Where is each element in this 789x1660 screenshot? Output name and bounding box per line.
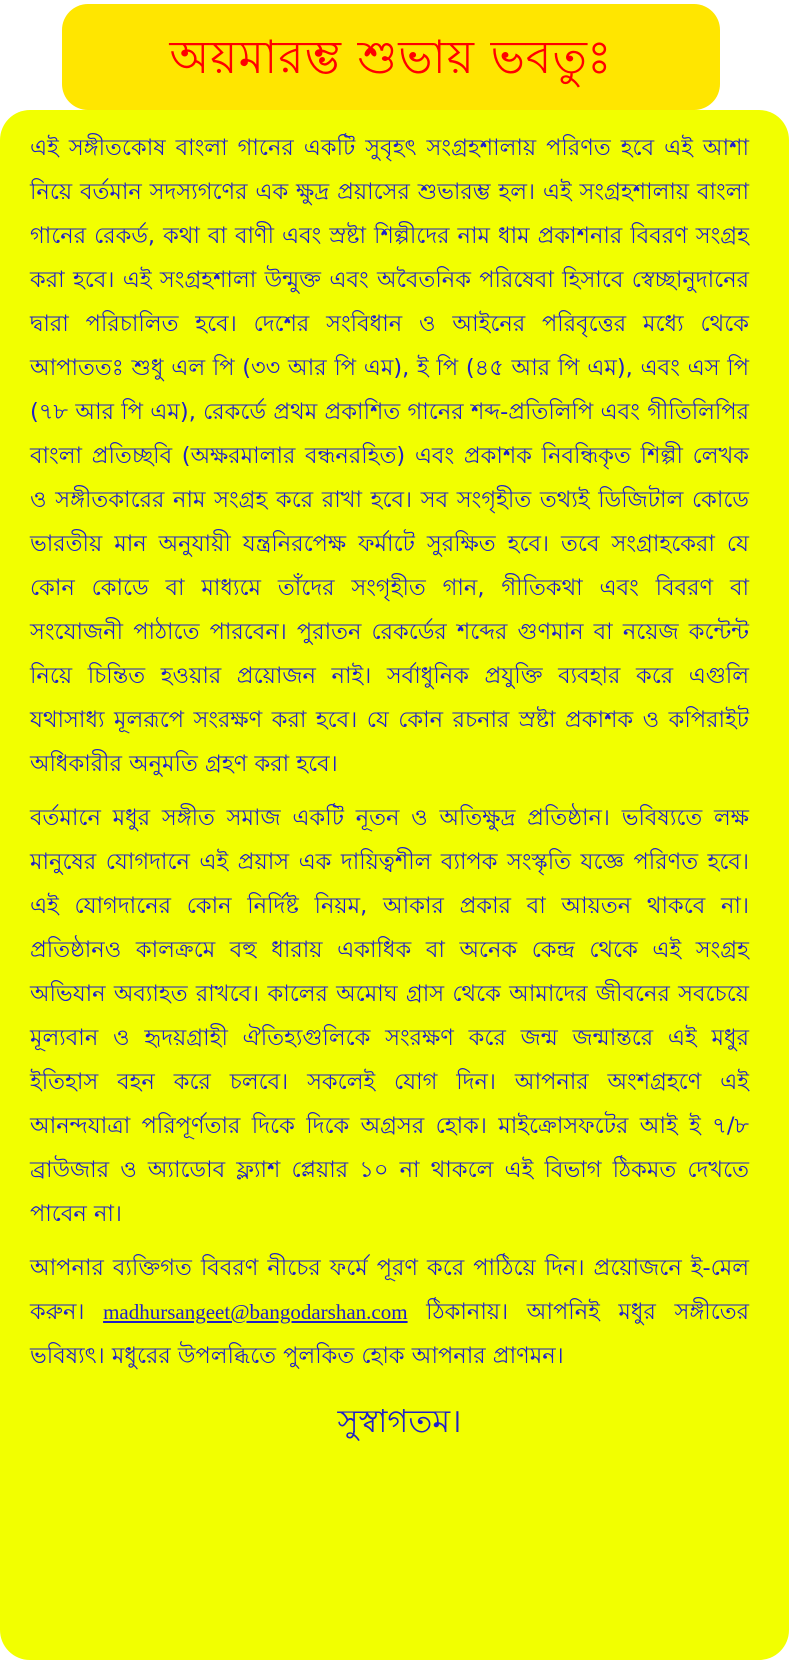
page-title: অয়মারম্ভ শুভায় ভবতুঃ xyxy=(169,30,613,84)
intro-paragraph: এই সঙ্গীতকোষ বাংলা গানের একটি সুবৃহৎ সংগ্রহশালায় পরিণত হবে এই আশা নিয়ে বর্তমান সদস্যগণের এক ক্ষুদ্র প্রয়াসের শুভারম্ভ হল। এই সংগ্রহশালায় বাংলা গানের রেকর্ড, কথা বা বাণী এবং স্রষ্টা শিল্পীদের নাম ধাম প্রকাশনার বিবরণ সংগ্রহ করা হবে। এই সংগ্রহশালা উন্মুক্ত এবং অবৈতনিক পরিষেবা হিসাবে স্বেচ্ছানুদানের দ্বারা পরিচালিত হবে। দেশের সংবিধান ও আইনের পরিবৃত্তের মধ্যে থেকে আপাততঃ শুধু এল পি (৩৩ আর পি এম), ই পি (৪৫ আর পি এম), এবং এস পি (৭৮ আর পি এম), রেকর্ডে প্রথম প্রকাশিত গানের শব্দ-প্রতিলিপি এবং গীতিলিপির বাংলা প্রতিচ্ছবি (অক্ষরমালার বন্ধনরহিত) এবং প্রকাশক নিবন্ধিকৃত শিল্পী লেখক ও সঙ্গীতকারের নাম সংগ্রহ করে রাখা হবে। সব সংগৃহীত তথ্যই ডিজিটাল কোডে ভারতীয় মান অনুযায়ী যন্ত্রনিরপেক্ষ ফর্মাটে সুরক্ষিত হবে। তবে সংগ্রাহকেরা যে কোন কোডে বা মাধ্যমে তাঁদের সংগৃহীত গান, গীতিকথা এবং বিবরণ বা সংযোজনী পাঠাতে পারবেন। পুরাতন রেকর্ডের শব্দের গুণমান বা নয়েজ কন্টেন্ট নিয়ে চিন্তিত হওয়ার প্রয়োজন নাই। সর্বাধুনিক প্রযুক্তি ব্যবহার করে এগুলি যথাসাধ্য মূলরূপে সংরক্ষণ করা হবে। যে কোন রচনার স্রষ্টা প্রকাশক ও কপিরাইট অধিকারীর অনুমতি গ্রহণ করা হবে। xyxy=(30,135,749,777)
contact-text-after: ঠিকানায়। আপনিই মধুর সঙ্গীতের ভবিষ্যৎ। মধুরের উপলব্ধিতে পুলকিত হোক আপনার প্রাণমন। xyxy=(30,1299,749,1369)
contact-paragraph xyxy=(30,1246,749,1378)
welcome-text: সুস্বাগতম। xyxy=(337,1402,462,1440)
content-panel xyxy=(0,110,789,1660)
title-banner xyxy=(62,4,720,110)
contact-text-before: আপনার ব্যক্তিগত বিবরণ নীচের ফর্মে পূরণ করে পাঠিয়ে দিন। প্রয়োজনে ই-মেল করুন। xyxy=(30,1255,749,1325)
email-link[interactable]: madhursangeet@bangodarshan.com xyxy=(103,1300,408,1324)
mission-paragraph: বর্তমানে মধুর সঙ্গীত সমাজ একটি নূতন ও অতিক্ষুদ্র প্রতিষ্ঠান। ভবিষ্যতে লক্ষ মানুষের যোগদানে এই প্রয়াস এক দায়িত্বশীল ব্যাপক সংস্কৃতি যজ্ঞে পরিণত হবে। এই যোগদানের কোন নির্দিষ্ট নিয়ম, আকার প্রকার বা আয়তন থাকবে না। প্রতিষ্ঠানও কালক্রমে বহু ধারায় একাধিক বা অনেক কেন্দ্র থেকে এই সংগ্রহ অভিযান অব্যাহত রাখবে। কালের অমোঘ গ্রাস থেকে আমাদের জীবনের সবচেয়ে মূল্যবান ও হৃদয়গ্রাহী ঐতিহ্যগুলিকে সংরক্ষণ করে জন্ম জন্মান্তরে এই মধুর ইতিহাস বহন করে চলবে। সকলেই যোগ দিন। আপনার অংশগ্রহণে এই আনন্দযাত্রা পরিপূর্ণতার দিকে দিকে অগ্রসর হোক। মাইক্রোসফটের আই ই ৭/৮ ব্রাউজার ও অ্যাডোব ফ্ল্যাশ প্লেয়ার ১০ না থাকলে এই বিভাগ ঠিকমত দেখতে পাবেন না। xyxy=(30,805,749,1227)
